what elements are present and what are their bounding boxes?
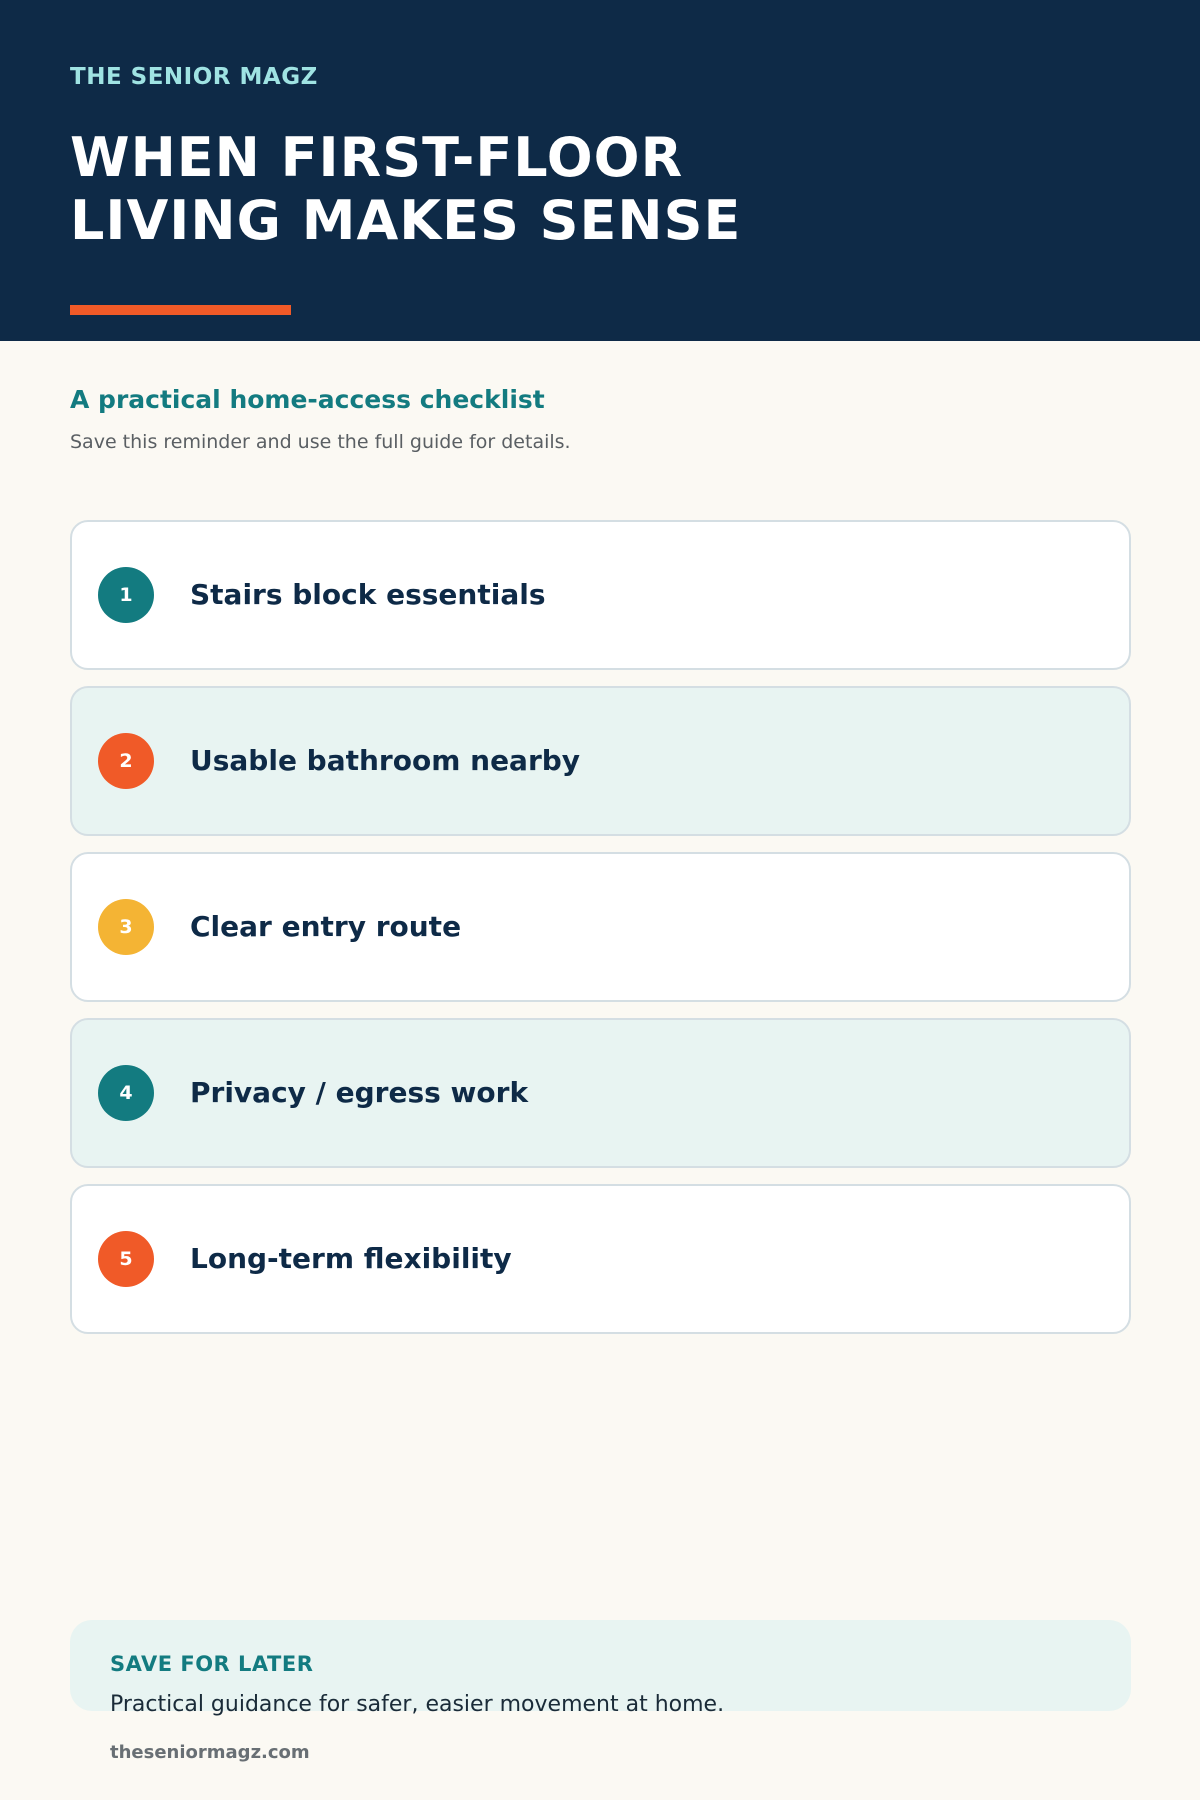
checklist-item-2 [70,686,1131,836]
website-url: theseniormagz.com [110,1742,310,1763]
title-line-2: LIVING MAKES SENSE [70,189,742,252]
checklist-item-label: Usable bathroom nearby [190,744,581,777]
footer-text: Practical guidance for safer, easier movement at home. [110,1692,725,1717]
accent-bar [70,305,291,315]
checklist-item-label: Stairs block essentials [190,578,546,611]
number-badge: 4 [98,1065,154,1121]
number-badge: 2 [98,733,154,789]
checklist-item-3 [70,852,1131,1002]
brand-name: THE SENIOR MAGZ [70,64,318,90]
checklist [70,520,1131,1350]
checklist-item-label: Long-term flexibility [190,1242,512,1275]
checklist-item-1 [70,520,1131,670]
checklist-item-5 [70,1184,1131,1334]
checklist-item-4 [70,1018,1131,1168]
checklist-item-label: Clear entry route [190,910,462,943]
intro-text: Save this reminder and use the full guide for details. [70,431,571,453]
header-banner [0,0,1200,341]
checklist-subtitle: A practical home-access checklist [70,385,545,414]
title-line-1: WHEN FIRST-FLOOR [70,126,684,189]
number-badge: 1 [98,567,154,623]
footer-heading: SAVE FOR LATER [110,1652,314,1676]
page-title [70,126,741,252]
number-badge: 5 [98,1231,154,1287]
number-badge: 3 [98,899,154,955]
checklist-item-label: Privacy / egress work [190,1076,529,1109]
